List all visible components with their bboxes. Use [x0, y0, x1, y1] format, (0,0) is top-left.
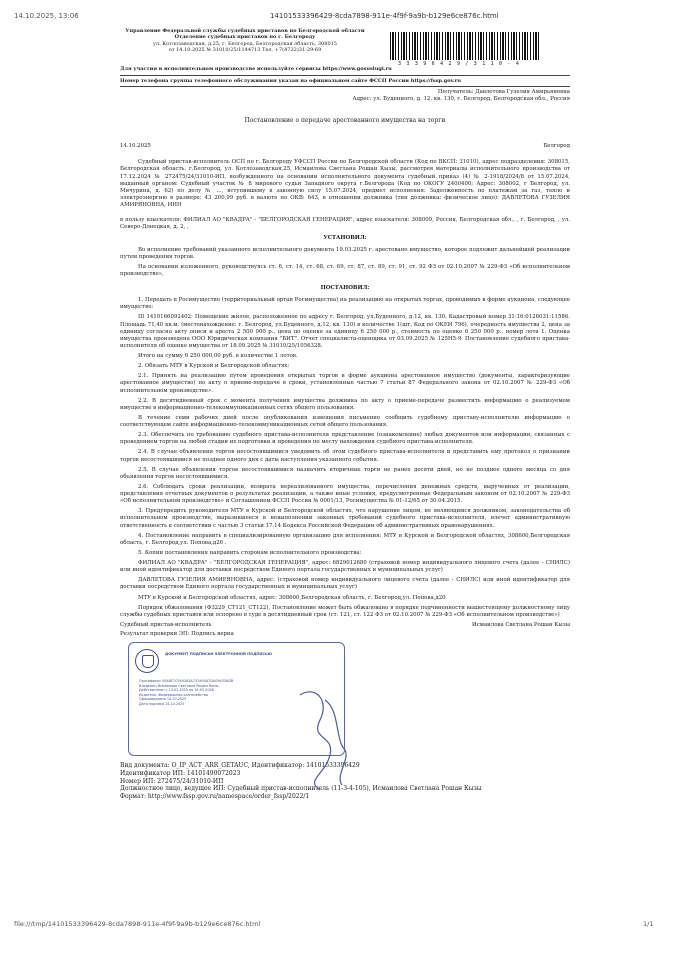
- stamp-owner: Владелец Исмаилова Светлана Рошан Кызы: [139, 683, 219, 688]
- document-date: 14.10.2025: [120, 143, 151, 150]
- ip-number: Номер ИП: 272475/24/31010-ИП: [120, 777, 224, 785]
- barcode-number: 3 3 3 9 6 4 2 9 / 3 1 1 0 - 4: [398, 61, 521, 67]
- ip-identifier: Идентификатор ИП: 14101490072023: [120, 769, 241, 777]
- decree-item: 2.6. Соблюдать сроки реализации, возврата нереализованного имущества, перечисления денежных средств, вырученных от реализации, представления отчетных документов о результатах реализации, а также иные условия, предусмотренные Федеральным законом от 02.10.2007 № 229-ФЗ «Об исполнительном производстве» и Соглашением ФССП России № 0001/13, Росимущества № 01-12/65 от 30.04.2015.: [120, 483, 570, 505]
- phone-notice: Номер телефона группы телефонного обслуживания указан на официальном сайте ФССП России https://fssp.gov.ru: [120, 77, 462, 84]
- decree-item: ID 1410166092402: Помещение жилое, расположенное по адресу г. Белгород, ул.Буденного, д.12, кв. 130. Кадастровый номер 31:16:0126031:11586. Площадь 71,40 кв.м. (местонахождение: г. Белгород, ул.Буденного, д.12, кв. 130) в количестве 1(шт, Код по ОКЕИ 796), очередность имущества 2, цена за единицу согласно акту описи и ареста 2 500 000 р., цена по оценке за единицу 6 250 000 р., стоимость по оценке 6 250 000 р., номер лота 1. Оценка имущества произведена ООО Юридическая компания "БИТ". Отчет специалиста-оценщика от 03.09.2025 № 125Н5-9. Постановление судебного пристава-исполнителя об оценке имущества от 18.09.2025 № 31010/25/1056328.: [120, 314, 570, 349]
- signer-role: Судебный пристав-исполнитель: [120, 621, 212, 628]
- decree-item: В течение семи рабочих дней после опубликования извещения письменно сообщить судебному приставу-исполнителю информацию о соответствующем сайте информационно-телекоммуникационных сетей общего пользования.: [120, 414, 570, 429]
- signer-name: Исмаилова Светлана Рошан Кызы: [472, 621, 570, 628]
- org-division: Отделение судебных приставов по г. Белгороду: [174, 34, 316, 41]
- gosuslugi-notice: Для участия в исполнительном производстве используйте сервисы https://www.gosuslugi.ru: [120, 66, 392, 72]
- recipient-address: Адрес: ул. Буденного, д. 12, кв. 130, г. Белгород, Белгородская обл., Россия: [352, 96, 570, 103]
- decree-item: 2.5. В случае объявления торгов несостоявшимися назначить вторичные торги не ранее десяти дней, но не позднее одного месяца со дня объявления торгов несостоявшимися.: [120, 466, 570, 480]
- established-paragraph: Во исполнение требований указанного исполнительного документа 19.03.2025 г. арестовано имущество, которое подлежит дальнейшей реализации путем проведения торгов.: [120, 246, 570, 260]
- decree-item: 4. Постановление направить в специализированную организацию для исполнения: МТУ в Курской и Белгородской областях, 308600,Белгородская область, г. Белгород,ул. Попова,д20 .: [120, 532, 570, 546]
- org-ref: от 14.10.2025 № 31010/25/1144713 Тел. +7(4722)31-29-69: [168, 46, 322, 53]
- print-page-number: 1/1: [643, 920, 654, 928]
- intro-paragraph: Судебный пристав-исполнитель ОСП по г. Белгороду УФССП России по Белгородской области (Код по ВКСП: 31010), адрес подразделения: 308015, Белгородская область, г.Белгород, ул. Котлозаводская,25, Исмаилова Светлана Рошан Кызы, рассмотрев материалы исполнительного производства от 17.12.2024 № 272475/24/31010-ИП, возбужденного на основании исполнительного документа судебный приказ (4) № 2-1918/2024/8 от 15.07.2024, выданный органом: Судебный участок № 8 мирового судьи Западного округа г.Белгорода (Код по ОКОГУ 2400400; Адрес: 308002, г Белгород, ул. Мичурина, д. 62) по делу № ..., вступившему в законную силу 15.07.2024, предмет исполнения: Задолженность по платежам за газ, тепло и электроэнергию в размере: 43 200,99 руб. в валюте по ОКВ: 643, в отношении должника (тип должника: физическое лицо): ДАВЛЕТОВА ГУЗЕЛИЯ АМИРЯНОВНА, ИНН: [120, 159, 570, 209]
- stamp-signed: Дата подписи 14.10.2025: [139, 702, 185, 707]
- print-url: file:///tmp/14101533396429-8cda7898-911e-4f9f-9a9b-b129e6ce876c.html: [14, 920, 261, 928]
- date-place: [120, 143, 570, 153]
- stamp-certificate: Сертификат 00A8F7C5493A3A737A95A7DA09435ADB: [139, 679, 234, 684]
- letterhead-organization: [120, 28, 370, 53]
- stamp-validity: Действителен с 13.02.2025 по 14.05.2026: [139, 688, 214, 693]
- divider: [120, 75, 570, 76]
- decree-item: 2.2. В десятидневный срок с момента получения имущества должника по акту о приеме-передаче разместить информацию о реализуемом имуществе в информационно-телекоммуникационных сетях общего пользования.: [120, 397, 570, 411]
- decree-item: 1. Передать в Росимущество (территориальный орган Росимущества) на реализацию на открытых торгах, проводимых в форме аукциона, следующее имущество:: [120, 297, 570, 311]
- decree-item: 2. Обязать МТУ в Курской и Белгородской областях:: [138, 363, 290, 370]
- decree-item: МТУ в Курской и Белгородской областях, адрес: 308600,Белгородская область, г. Белгород,ул. Попова,д20: [138, 594, 446, 601]
- decree-item: Порядок обжалования (ФЗ229_СТ121_СТ122), Постановление может быть обжаловано в порядке подчиненности вышестоящему должностному лицу службы судебных приставов или оспорено в суде в десятидневный срок (ст. 121, ст. 122 ФЗ от 02.10.2007 № 229-ФЗ «Об исполнительном производстве»): [120, 604, 570, 618]
- stamp-title: ДОКУМЕНТ ПОДПИСАН ЭЛЕКТРОННОЙ ПОДПИСЬЮ: [165, 652, 273, 657]
- decree-item: Итого на сумму 6 250 000,00 руб. в количестве 1 лотов.: [138, 353, 298, 360]
- doc-type: Вид документа: O_IP_ACT_ARR_GETAUC, Идентификатор: 14101533396429: [120, 762, 360, 770]
- decree-item: 2.3. Обеспечить по требованию судебного пристава-исполнителя представление (ознакомление) любых документов или информации, связанных с проведением торгов на любой стадии их подготовки и проведения по месту нахождения судебного пристава-исполнителя.: [120, 432, 570, 446]
- claimant-paragraph: в пользу взыскателя: ФИЛИАЛ АО "КВАДРА" - "БЕЛГОРОДСКАЯ ГЕНЕРАЦИЯ", адрес взыскателя: 308009, Россия, Белгородская обл., , г. Белгород, , ул. Северо-Донецкая, д. 2, ,: [120, 217, 570, 231]
- print-datetime: 14.10.2025, 13:06: [14, 12, 79, 20]
- decree-item: 2.1. Принять на реализацию путем проведения открытых торгов в форме аукциона арестованное имущество (документы, характеризующие арестованное имущество) по акту о приеме-передаче в сроки, установленные частью 7 статьи 87 Федерального закона от 02.10.2007 № 229-ФЗ «Об исполнительном производстве».: [120, 373, 570, 394]
- decree-item: 2.4. В случае объявления торгов несостоявшимися уведомить об этом судебного пристава-исполнителя и представить ему протокол о признании торгов несостоявшимися не позднее одного дня с даты наступления указанного события.: [120, 449, 570, 463]
- emblem-icon: [135, 649, 159, 673]
- document-title: Постановление о передаче арестованного имущества на торги: [244, 117, 446, 125]
- decree-item: ДАВЛЕТОВА ГУЗЕЛИЯ АМИРЯНОВНА, адрес: (страховой номер индивидуального лицевого счета (далее - СНИЛС) или иной идентификатор для доставки посредством Единого портала государственных и муниципальных услуг): [120, 577, 570, 591]
- print-filename: 14101533396429-8cda7898-911e-4f9f-9a9b-b129e6ce876c.html: [270, 12, 499, 20]
- divider: [120, 86, 570, 87]
- signer-line: [120, 622, 570, 631]
- decree-heading: ПОСТАНОВИЛ:: [320, 285, 370, 292]
- decree-item: 3. Предупредить руководителя МТУ в Курской и Белгородской областях, что нарушение лицом, не являющимся должником, законодательства об исполнительном производстве, выразившееся в невыполнении законных требований судебного пристава-исполнителя, влечет административную ответственность в соответствии с частью 3 статьи 17.14 Кодекса Российской Федерации об административных правонарушениях.: [120, 508, 570, 529]
- recipient-name: Получатель: Давлетова Гузелия Амирьяновна: [437, 89, 570, 96]
- decree-item: 5. Копии постановления направить сторонам исполнительного производства:: [138, 549, 362, 556]
- org-address: ул. Котлозаводская, д.25, г. Белгород, Белгородская область, 308015: [152, 40, 337, 47]
- barcode: [390, 32, 540, 60]
- org-name: Управление Федеральной службы судебных приставов по Белгородской области: [125, 28, 365, 34]
- established-heading: УСТАНОВИЛ:: [323, 235, 367, 242]
- stamp-issuer: Издатель: Федеральное казначейство: [139, 692, 208, 697]
- handwritten-signature: [280, 680, 370, 800]
- decree-item: ФИЛИАЛ АО "КВАДРА" - "БЕЛГОРОДСКАЯ ГЕНЕРАЦИЯ", адрес: 6829012680 (страховой номер индивидуального лицевого счета (далее - СНИЛС) или иной идентификатор для доставки посредством Единого портала государственных и муниципальных услуг): [120, 560, 570, 574]
- stamp-formed: Сформировано 14.10.2025: [139, 697, 187, 702]
- signature-check: Результат проверки ЭП: Подпись верна: [120, 630, 234, 637]
- format: Формат: http://www.fssp.gov.ru/namespace/order_fssp/2022/1: [120, 793, 310, 801]
- document-city: Белгород: [543, 143, 570, 150]
- recipient-block: [120, 89, 570, 103]
- letterhead: [120, 28, 570, 66]
- basis-paragraph: На основании изложенного, руководствуясь ст. 6, ст. 14, ст. 68, ст. 69, ст. 87, ст. 89, ст. 91, ст. 92 ФЗ от 02.10.2007 № 229-ФЗ «Об исполнительном производстве»,: [120, 263, 570, 277]
- official: Должностное лицо, ведущее ИП: Судебный пристав-исполнитель (11-3-4-105), Исмаилова Светлана Рошан Кызы: [120, 785, 482, 793]
